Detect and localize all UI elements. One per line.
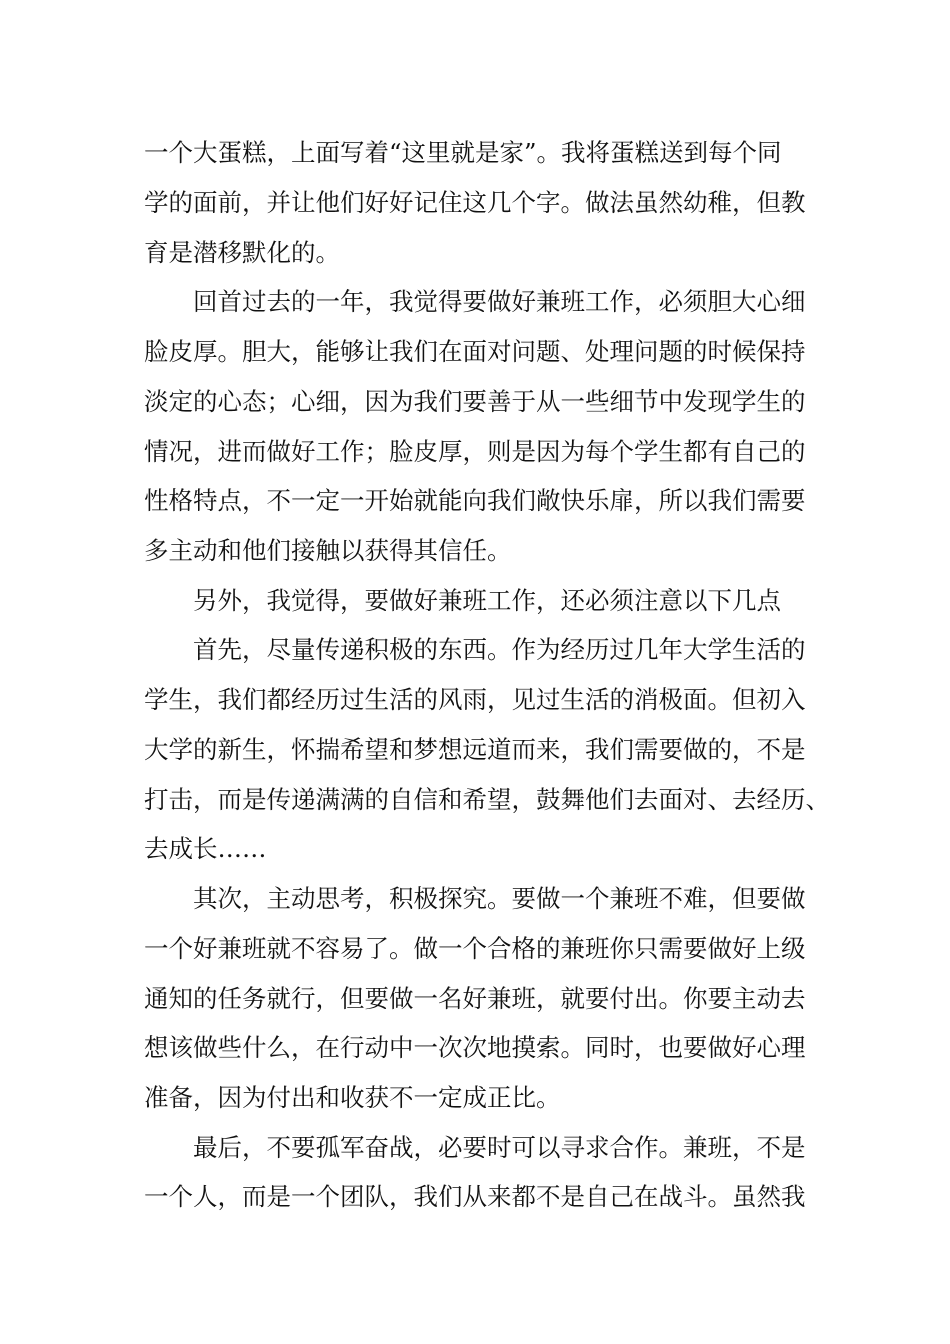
text-line: 准备，因为付出和收获不一定成正比。 bbox=[144, 1083, 561, 1112]
text-line: 其次，主动思考，积极探究。要做一个兼班不难，但要做 bbox=[193, 884, 806, 913]
text-line: 淡定的心态；心细，因为我们要善于从一些细节中发现学生的 bbox=[144, 387, 806, 416]
text-line: 回首过去的一年，我觉得要做好兼班工作，必须胆大心细 bbox=[193, 287, 806, 316]
text-line: 打击，而是传递满满的自信和希望，鼓舞他们去面对、去经历、 bbox=[144, 785, 830, 814]
text-line: 最后，不要孤军奋战，必要时可以寻求合作。兼班，不是 bbox=[193, 1133, 806, 1162]
text-line: 情况，进而做好工作；脸皮厚，则是因为每个学生都有自己的 bbox=[144, 437, 806, 466]
text-line: 通知的任务就行，但要做一名好兼班，就要付出。你要主动去 bbox=[144, 984, 806, 1013]
text-line: 大学的新生，怀揣希望和梦想远道而来，我们需要做的，不是 bbox=[144, 735, 806, 764]
text-line: 去成长…… bbox=[144, 834, 267, 863]
text-line: 一个人，而是一个团队，我们从来都不是自己在战斗。虽然我 bbox=[144, 1182, 806, 1211]
text-line: 多主动和他们接触以获得其信任。 bbox=[144, 536, 512, 565]
text-line: 一个好兼班就不容易了。做一个合格的兼班你只需要做好上级 bbox=[144, 934, 806, 963]
text-line: 首先，尽量传递积极的东西。作为经历过几年大学生活的 bbox=[193, 635, 806, 664]
text-line: 学生，我们都经历过生活的风雨，见过生活的消极面。但初入 bbox=[144, 685, 806, 714]
text-line: 脸皮厚。胆大，能够让我们在面对问题、处理问题的时候保持 bbox=[144, 337, 806, 366]
text-line: 一个大蛋糕，上面写着“这里就是家”。我将蛋糕送到每个同 bbox=[144, 138, 782, 167]
text-line: 育是潜移默化的。 bbox=[144, 238, 340, 267]
text-line: 想该做些什么，在行动中一次次地摸索。同时，也要做好心理 bbox=[144, 1033, 806, 1062]
text-line: 性格特点，不一定一开始就能向我们敞快乐扉，所以我们需要 bbox=[144, 486, 806, 515]
text-line: 学的面前，并让他们好好记住这几个字。做法虽然幼稚，但教 bbox=[144, 188, 806, 217]
text-line: 另外，我觉得，要做好兼班工作，还必须注意以下几点 bbox=[193, 586, 781, 615]
